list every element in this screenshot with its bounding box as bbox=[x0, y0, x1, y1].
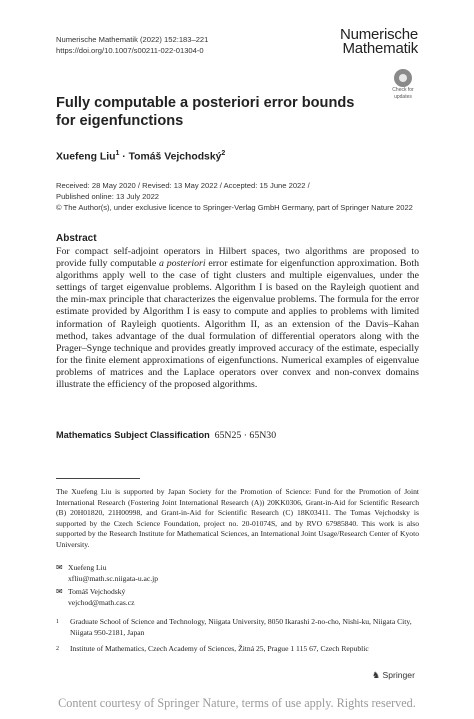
contact-item bbox=[56, 563, 158, 584]
article-title: Fully computable a posteriori error bounds for eigenfunctions bbox=[56, 95, 355, 129]
affiliation-number: 1 bbox=[56, 619, 59, 625]
check-updates-icon bbox=[394, 69, 412, 87]
journal-citation: Numerische Mathematik (2022) 152:183–221 bbox=[56, 35, 209, 44]
msc-codes: 65N25 · 65N30 bbox=[214, 430, 277, 441]
contact-name: Xuefeng Liu bbox=[68, 563, 107, 572]
publisher-logo: ♞ Springer bbox=[372, 670, 415, 681]
contact-email[interactable]: xfliu@math.sc.niigata-u.ac.jp bbox=[68, 573, 159, 583]
affiliation-text: Graduate School of Science and Technology, Niigata University, 8050 Ikarashi 2-no-cho, Nishi-ku, Niigata City, Niigata 950-2181, Japan bbox=[70, 617, 412, 637]
envelope-icon: ✉ bbox=[56, 587, 63, 596]
check-for-updates-badge[interactable]: Check for updates bbox=[387, 69, 419, 103]
affiliation-text: Institute of Mathematics, Czech Academy of Sciences, Žitná 25, Prague 1 115 67, Czech Republic bbox=[70, 644, 369, 653]
doi-link[interactable]: https://doi.org/10.1007/s00211-022-01304-0 bbox=[56, 46, 204, 55]
affiliation-item bbox=[56, 644, 419, 655]
author-name[interactable]: Tomáš Vejchodský bbox=[128, 151, 222, 163]
contact-item bbox=[56, 587, 134, 608]
journal-reference bbox=[56, 34, 208, 56]
author-name[interactable]: Xuefeng Liu bbox=[56, 151, 116, 163]
envelope-icon: ✉ bbox=[56, 563, 63, 572]
contact-email[interactable]: vejchod@math.cas.cz bbox=[68, 597, 135, 607]
affiliation-item bbox=[56, 617, 419, 638]
abstract-heading: Abstract bbox=[56, 233, 97, 244]
copyright-notice: © The Author(s), under exclusive licence to Springer-Verlag GmbH Germany, part of Springer Nature 2022 bbox=[56, 203, 413, 212]
courtesy-notice: Content courtesy of Springer Nature, terms of use apply. Rights reserved. bbox=[58, 696, 416, 710]
abstract-text: For compact self-adjoint operators in Hilbert spaces, two algorithms are proposed to provide fully computable a posteriori error estimate for eigenfunction approximation. Both algorithms apply well to the case of tight clusters and multiple eigenvalues, under the settings of target eigenvalue problems. Algorithm I is based on the Rayleigh quotient and the min-max principle that characterizes the eigenvalue problems. The formula for the error estimate provided by Algorithm I is easy to compute and applies to problems with limited information of Rayleigh quotients. Algorithm II, as an extension of the Davis–Kahan method, takes advantage of the dual formulation of differential operators along with the Prager–Synge technique and provides greatly improved accuracy of the estimate, especially for the finite element approximations of eigenfunctions. Numerical examples of eigenvalue problems of matrices and the Laplace operators over convex and non-convex domains illustrate the efficiency of the proposed algorithms. bbox=[56, 246, 419, 391]
contact-name: Tomáš Vejchodský bbox=[68, 587, 126, 596]
affiliation-number: 2 bbox=[56, 646, 59, 652]
funding-footnote: The Xuefeng Liu is supported by Japan Society for the Promotion of Science: Fund for the Promotion of Joint International Research (Fostering Joint International Research (A)) 20KK0306, Grant-in-Aid for Scientific Research (B) 20H01820, 21H00998, and Grant-in-Aid for Scientific Research (C) 18K03411. The Tomas Vejchodsky is supported by the Czech Science Foundation, project no. 20-01074S, and by RVO 67985840. This work is also supported by the Research Institute for Mathematical Sciences, an International Joint Usage/Research Center of Kyoto University. bbox=[56, 487, 419, 549]
springer-horse-icon: ♞ bbox=[372, 671, 381, 681]
footnote-divider bbox=[56, 478, 140, 479]
author-list: Xuefeng Liu$^1$ · Tomáš Vejchodský$^2$ bbox=[56, 150, 226, 163]
article-history: Received: 28 May 2020 / Revised: 13 May 2022 / Accepted: 15 June 2022 / Published online: 13 July 2022 © The Author(s), under exclusive licence to Springer-Verlag GmbH Germany, part of Springer Nature 2022 bbox=[56, 181, 413, 212]
subject-classification bbox=[56, 430, 276, 441]
journal-logo: Numerische Mathematik bbox=[339, 26, 418, 57]
msc-label: Mathematics Subject Classification bbox=[56, 430, 210, 440]
